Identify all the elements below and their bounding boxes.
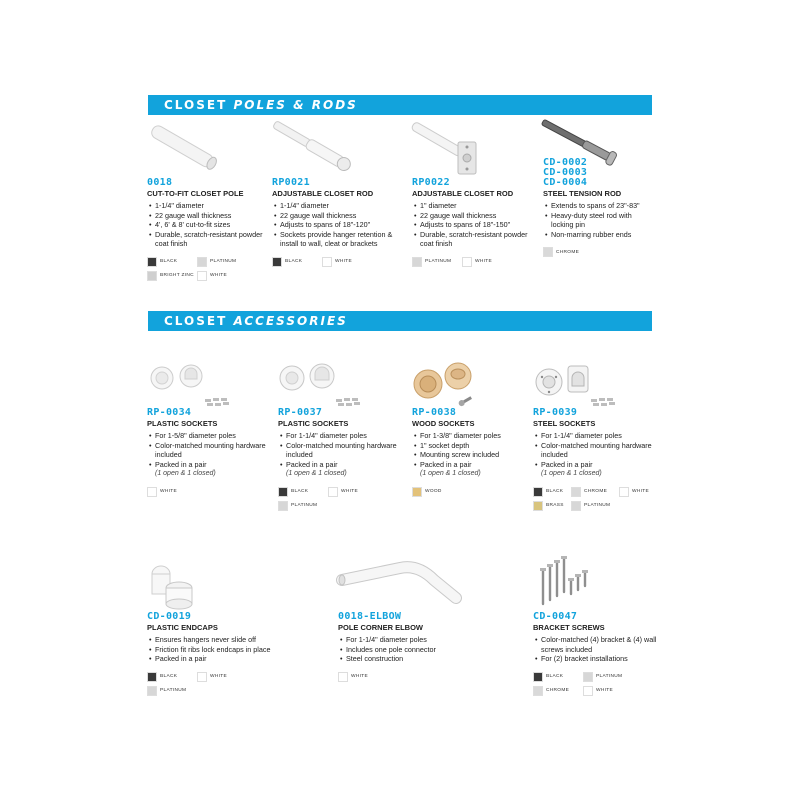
feature-list: [147, 635, 277, 664]
color-swatches: [147, 257, 277, 281]
product-0018-elbow: [338, 558, 478, 682]
feature: • 1-1/4" diameter: [147, 201, 277, 211]
product-image-plastic-sockets: [147, 360, 277, 408]
swatch-chip: [197, 672, 207, 682]
swatch[interactable]: [147, 672, 197, 682]
swatch-chip: [147, 257, 157, 267]
swatch[interactable]: [147, 487, 197, 497]
feature: • Includes one pole connector: [338, 645, 478, 655]
banner-emphasis: POLES & RODS: [233, 98, 358, 112]
swatch-chip: [147, 487, 157, 497]
packing-note: (1 open & 1 closed): [420, 470, 481, 478]
product-code: RP-0039: [533, 407, 578, 418]
product-name: ADJUSTABLE CLOSET ROD: [412, 189, 514, 198]
feature: • Steel construction: [338, 654, 478, 664]
product-name: STEEL TENSION ROD: [543, 189, 622, 198]
swatch[interactable]: [571, 487, 619, 497]
feature-list: [533, 431, 663, 469]
feature-list: [278, 431, 408, 469]
product-code-2: CD-0003: [543, 167, 588, 178]
product-cd0047: [533, 558, 663, 696]
feature-list: [543, 201, 643, 239]
feature: • 1" diameter: [412, 201, 542, 211]
swatch-label: CHROME: [584, 489, 608, 495]
color-swatches: [412, 487, 542, 497]
color-swatches: [533, 672, 663, 696]
feature: • Durable, scratch-resistant powder coat finish: [147, 230, 277, 249]
swatch[interactable]: [328, 487, 378, 497]
product-name: CUT-TO-FIT CLOSET POLE: [147, 189, 244, 198]
elbow-icon: [338, 558, 478, 612]
feature: • 22 gauge wall thickness: [147, 211, 277, 221]
product-name: ADJUSTABLE CLOSET ROD: [272, 189, 374, 198]
swatch-chip: [462, 257, 472, 267]
feature: • Packed in a pair: [412, 460, 542, 470]
swatch-chip: [147, 672, 157, 682]
product-rp0021: [272, 120, 402, 267]
endcap-icon: [147, 558, 277, 612]
swatch-label: WHITE: [632, 489, 649, 495]
steel-socket-icon: [533, 360, 663, 408]
swatch[interactable]: [533, 686, 583, 696]
feature: • Color-matched mounting hardware included: [147, 441, 277, 460]
product-image-endcaps: [147, 558, 277, 612]
swatch[interactable]: [278, 487, 328, 497]
feature: • Durable, scratch-resistant powder coat finish: [412, 230, 542, 249]
feature-list: [533, 635, 663, 664]
feature: • 1" socket depth: [412, 441, 542, 451]
banner-prefix: CLOSET: [164, 314, 228, 328]
swatch-chip: [278, 487, 288, 497]
swatch-label: BLACK: [160, 259, 178, 265]
banner-prefix: CLOSET: [164, 98, 228, 112]
product-code: RP-0038: [412, 407, 457, 418]
swatch-chip: [533, 686, 543, 696]
swatch-label: PLATINUM: [425, 259, 452, 265]
product-name: STEEL SOCKETS: [533, 419, 596, 428]
product-code-3: CD-0004: [543, 177, 588, 188]
swatch-chip: [197, 257, 207, 267]
product-name: PLASTIC ENDCAPS: [147, 623, 218, 632]
feature: • For 1-1/4" diameter poles: [278, 431, 408, 441]
swatch-chip: [322, 257, 332, 267]
swatch-label: WHITE: [210, 273, 227, 279]
feature: • 4', 6' & 8' cut-to-fit sizes: [147, 220, 277, 230]
feature: • Mounting screw included: [412, 450, 542, 460]
feature-list: [412, 431, 542, 469]
swatch-label: BRASS: [546, 503, 564, 509]
product-0018: [147, 120, 277, 281]
pole-icon: [147, 120, 277, 178]
feature: • 1-1/4" diameter: [272, 201, 402, 211]
feature: • For 1-5/8" diameter poles: [147, 431, 277, 441]
feature: • Sockets provide hanger retention & install to wall, cleat or brackets: [272, 230, 402, 249]
swatch-label: BLACK: [546, 674, 564, 680]
swatch-chip: [278, 501, 288, 511]
swatch-chip: [533, 672, 543, 682]
feature-list: [272, 201, 402, 249]
color-swatches: [338, 672, 468, 682]
product-cd0002: [543, 120, 673, 257]
swatch-chip: [533, 487, 543, 497]
feature: • Packed in a pair: [147, 654, 277, 664]
product-name: PLASTIC SOCKETS: [147, 419, 218, 428]
swatch[interactable]: [571, 501, 619, 511]
color-swatches: [147, 487, 277, 497]
swatch-chip: [338, 672, 348, 682]
product-code-1: CD-0002: [543, 157, 588, 168]
feature: • Extends to spans of 23"-83": [543, 201, 643, 211]
swatch-chip: [583, 686, 593, 696]
swatch-label: PLATINUM: [210, 259, 237, 265]
swatch-label: WHITE: [210, 674, 227, 680]
socket-icon: [147, 360, 277, 408]
product-image-pole: [147, 120, 277, 178]
feature-list: [338, 635, 478, 664]
product-code: RP0022: [412, 177, 450, 188]
swatch[interactable]: [533, 501, 571, 511]
color-swatches: [147, 672, 277, 696]
swatch-label: WHITE: [335, 259, 352, 265]
product-cd0019: [147, 558, 277, 696]
swatch[interactable]: [197, 672, 247, 682]
product-name: WOOD SOCKETS: [412, 419, 475, 428]
swatch-label: BLACK: [546, 489, 564, 495]
swatch-label: PLATINUM: [584, 503, 611, 509]
swatch[interactable]: [462, 257, 512, 267]
product-name: BRACKET SCREWS: [533, 623, 605, 632]
feature-list: [147, 431, 277, 469]
feature: • 22 gauge wall thickness: [272, 211, 402, 221]
banner-emphasis: ACCESSORIES: [233, 314, 348, 328]
swatch-chip: [328, 487, 338, 497]
product-code: CD-0019: [147, 611, 192, 622]
feature: • For 1-1/4" diameter poles: [533, 431, 663, 441]
rod-bracket-icon: [412, 120, 542, 178]
color-swatches: [543, 247, 673, 257]
product-image-steel-sockets: [533, 360, 663, 408]
product-name: PLASTIC SOCKETS: [278, 419, 349, 428]
product-image-elbow: [338, 558, 478, 612]
swatch[interactable]: [272, 257, 322, 267]
product-code: RP-0034: [147, 407, 192, 418]
section-banner-poles-rods: [148, 95, 652, 115]
feature: • Color-matched mounting hardware included: [533, 441, 663, 460]
swatch[interactable]: [533, 487, 571, 497]
feature: • 22 gauge wall thickness: [412, 211, 542, 221]
product-rp0034: [147, 360, 277, 497]
swatch-label: WHITE: [160, 489, 177, 495]
color-swatches: [533, 487, 663, 511]
packing-note: (1 open & 1 closed): [155, 470, 216, 478]
product-image-adjustable-rod: [272, 120, 402, 178]
swatch-chip: [147, 271, 157, 281]
product-code: 0018: [147, 177, 173, 188]
swatch[interactable]: [278, 501, 328, 511]
packing-note: (1 open & 1 closed): [541, 470, 602, 478]
swatch-chip: [571, 487, 581, 497]
feature: • For 1-1/4" diameter poles: [338, 635, 478, 645]
swatch-label: BLACK: [291, 489, 309, 495]
swatch-chip: [147, 686, 157, 696]
product-name: POLE CORNER ELBOW: [338, 623, 424, 632]
feature: • Non-marring rubber ends: [543, 230, 643, 240]
swatch-label: PLATINUM: [291, 503, 318, 509]
screw-icon: [533, 558, 663, 612]
swatch-chip: [543, 247, 553, 257]
product-image-screws: [533, 558, 663, 612]
swatch-label: BRIGHT ZINC: [160, 273, 194, 279]
product-code: CD-0047: [533, 611, 578, 622]
product-rp0039: [533, 360, 663, 511]
product-code: RP-0037: [278, 407, 323, 418]
section-banner-accessories: [148, 311, 652, 331]
swatch-label: CHROME: [556, 249, 580, 255]
product-rp0037: [278, 360, 408, 511]
product-rp0038: [412, 360, 542, 497]
feature: • Adjusts to spans of 18"-120": [272, 220, 402, 230]
color-swatches: [272, 257, 402, 267]
product-code: 0018-ELBOW: [338, 611, 402, 622]
product-image-tension-rod: [543, 120, 673, 158]
swatch[interactable]: [583, 686, 633, 696]
swatch-label: WHITE: [596, 688, 613, 694]
feature: • For 1-3/8" diameter poles: [412, 431, 542, 441]
swatch-label: PLATINUM: [596, 674, 623, 680]
feature: • Adjusts to spans of 18"-150": [412, 220, 542, 230]
swatch[interactable]: [583, 672, 633, 682]
feature: • Ensures hangers never slide off: [147, 635, 277, 645]
color-swatches: [278, 487, 408, 511]
feature: • Color-matched (4) bracket & (4) wall screws included: [533, 635, 663, 654]
swatch-label: CHROME: [546, 688, 570, 694]
tension-rod-icon: [543, 120, 673, 158]
swatch[interactable]: [533, 672, 583, 682]
feature: • Packed in a pair: [533, 460, 663, 470]
swatch-label: BLACK: [160, 674, 178, 680]
swatch-label: PLATINUM: [160, 688, 187, 694]
swatch[interactable]: [619, 487, 655, 497]
swatch-chip: [412, 487, 422, 497]
product-image-wood-sockets: [412, 360, 542, 408]
swatch[interactable]: [338, 672, 388, 682]
feature: • Packed in a pair: [278, 460, 408, 470]
feature: • Heavy-duty steel rod with locking pin: [543, 211, 643, 230]
product-image-adjustable-rod-bracket: [412, 120, 542, 178]
swatch-chip: [583, 672, 593, 682]
wood-socket-icon: [412, 360, 542, 408]
adjustable-rod-icon: [272, 120, 402, 178]
swatch-chip: [412, 257, 422, 267]
swatch[interactable]: [147, 686, 197, 696]
packing-note: (1 open & 1 closed): [286, 470, 347, 478]
feature: • For (2) bracket installations: [533, 654, 663, 664]
swatch-label: WHITE: [341, 489, 358, 495]
socket-icon: [278, 360, 408, 408]
swatch[interactable]: [197, 257, 247, 267]
swatch-chip: [571, 501, 581, 511]
feature-list: [147, 201, 277, 249]
feature: • Color-matched mounting hardware included: [278, 441, 408, 460]
swatch[interactable]: [412, 257, 462, 267]
swatch[interactable]: [322, 257, 372, 267]
product-code: RP0021: [272, 177, 310, 188]
swatch[interactable]: [147, 257, 197, 267]
feature: • Packed in a pair: [147, 460, 277, 470]
swatch-chip: [197, 271, 207, 281]
feature: • Friction fit ribs lock endcaps in place: [147, 645, 277, 655]
swatch-label: WHITE: [475, 259, 492, 265]
swatch[interactable]: [412, 487, 462, 497]
swatch[interactable]: [197, 271, 247, 281]
swatch[interactable]: [147, 271, 197, 281]
swatch-label: BLACK: [285, 259, 303, 265]
swatch-chip: [619, 487, 629, 497]
swatch-chip: [272, 257, 282, 267]
swatch-label: WHITE: [351, 674, 368, 680]
product-rp0022: [412, 120, 542, 267]
swatch[interactable]: [543, 247, 593, 257]
swatch-label: WOOD: [425, 489, 442, 495]
swatch-chip: [533, 501, 543, 511]
color-swatches: [412, 257, 542, 267]
product-image-plastic-sockets: [278, 360, 408, 408]
feature-list: [412, 201, 542, 249]
